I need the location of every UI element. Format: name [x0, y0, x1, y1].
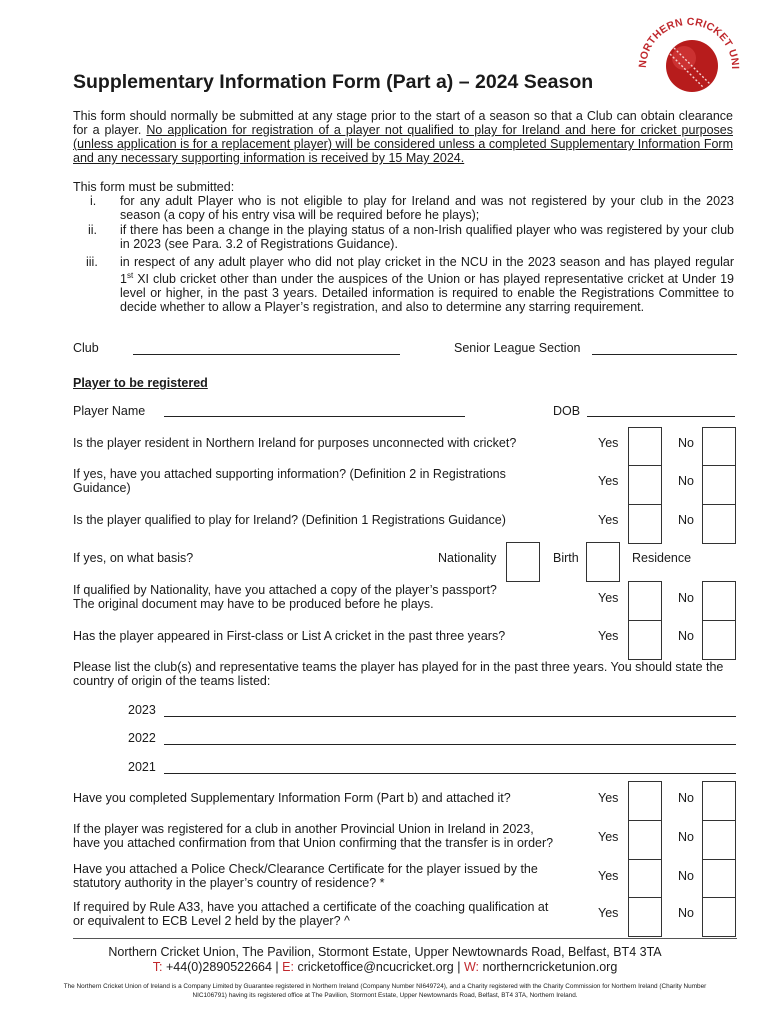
nationality-checkbox[interactable] — [506, 542, 540, 582]
yes-label: Yes — [598, 474, 619, 488]
question-supporting-info: If yes, have you attached supporting information? (Definition 2 in Registrations — [73, 467, 506, 481]
yes-checkbox[interactable] — [628, 581, 662, 621]
web-link[interactable]: northerncricketunion.org — [482, 960, 618, 974]
yes-label: Yes — [598, 830, 619, 844]
ncu-logo — [632, 8, 746, 122]
question-part-b: Have you completed Supplementary Information Form (Part b) and attached it? — [73, 791, 511, 805]
footer-contact — [0, 960, 770, 974]
no-label: No — [678, 513, 694, 527]
question-coaching: If required by Rule A33, have you attached a certificate of the coaching qualification at — [73, 900, 549, 914]
question-passport: If qualified by Nationality, have you attached a copy of the player’s passport? — [73, 583, 497, 597]
no-label: No — [678, 830, 694, 844]
birth-label: Birth — [553, 551, 579, 565]
condition-text: for any adult Player who is not eligible to play for Ireland and was not registered by your club in the 2023 season (a copy of his entry visa will be required before he plays); — [120, 194, 734, 222]
question-coaching-cont: or equivalent to ECB Level 2 held by the player? ^ — [73, 914, 350, 928]
condition-text-a: in respect of any adult player who did not play cricket in the NCU in the 2023 season and has played regular 1 — [120, 255, 734, 287]
intro-plain: This form should normally be submitted at any stage prior to the start of a season so that a Club can obtain clearance for a player. — [73, 109, 733, 137]
question-basis: If yes, on what basis? — [73, 551, 194, 565]
residence-label: Residence — [632, 551, 692, 565]
yes-label: Yes — [598, 513, 619, 527]
submit-heading: This form must be submitted: — [73, 180, 235, 194]
no-label: No — [678, 474, 694, 488]
no-checkbox[interactable] — [702, 897, 736, 937]
dob-input[interactable] — [587, 416, 735, 417]
condition-text-b: XI club cricket other than under the auspices of the Union or has played representative cricket at Under 19 level or higher, in the past 3 years. Detailed information is required to enable the Registrations Committee to decide whether to allow a Player’s registration, and also to determine any starring requirement. — [120, 272, 734, 315]
yes-label: Yes — [598, 591, 619, 605]
no-checkbox[interactable] — [702, 859, 736, 899]
intro-paragraph — [73, 109, 733, 165]
yes-checkbox[interactable] — [628, 465, 662, 505]
yes-checkbox[interactable] — [628, 820, 662, 860]
condition-num: iii. — [86, 255, 98, 269]
separator: | — [457, 960, 461, 974]
question-provincial-union-cont: have you attached confirmation from that Union confirming that the transfer is in order? — [73, 836, 554, 850]
yes-checkbox[interactable] — [628, 859, 662, 899]
no-label: No — [678, 436, 694, 450]
year-label: 2021 — [128, 760, 156, 774]
no-checkbox[interactable] — [702, 781, 736, 821]
nationality-label: Nationality — [438, 551, 497, 565]
year-label: 2022 — [128, 731, 156, 745]
senior-section-input[interactable] — [592, 354, 737, 355]
no-label: No — [678, 869, 694, 883]
club-input[interactable] — [133, 354, 400, 355]
no-checkbox[interactable] — [702, 465, 736, 505]
no-label: No — [678, 906, 694, 920]
senior-section-label: Senior League Section — [454, 341, 581, 355]
yes-checkbox[interactable] — [628, 897, 662, 937]
question-police-check: Have you attached a Police Check/Clearance Certificate for the player issued by the — [73, 862, 538, 876]
superscript-st: st — [126, 271, 134, 280]
yes-label: Yes — [598, 791, 619, 805]
no-label: No — [678, 629, 694, 643]
no-checkbox[interactable] — [702, 427, 736, 467]
condition-text — [120, 255, 734, 314]
clubs-2023-input[interactable] — [164, 716, 736, 717]
no-checkbox[interactable] — [702, 504, 736, 544]
phone-number[interactable]: +44(0)2890522664 — [165, 960, 272, 974]
no-checkbox[interactable] — [702, 620, 736, 660]
email-label: E: — [282, 960, 294, 974]
yes-label: Yes — [598, 436, 619, 450]
no-checkbox[interactable] — [702, 820, 736, 860]
question-first-class: Has the player appeared in First-class or List A cricket in the past three years? — [73, 629, 506, 643]
dob-label: DOB — [553, 404, 581, 418]
footer-legal: The Northern Cricket Union of Ireland is a Company Limited by Guarantee registered in Northern Ireland (Company Number NI649724), and a Charity registered with the Charity Commission for Northern Ireland (Charity Number NIC106791) having its registered office at The Pavilion, Stormont Estate, Upper Newtownards Road, Belfast, BT4 3TA, Northern Ireland. — [63, 983, 707, 999]
question-qualified: Is the player qualified to play for Ireland? (Definition 1 Registrations Guidance) — [73, 513, 506, 527]
page-title: Supplementary Information Form (Part a) – 2024 Season — [73, 71, 594, 93]
condition-num: i. — [90, 194, 97, 208]
cricket-ball-logo-icon — [632, 8, 746, 122]
yes-checkbox[interactable] — [628, 781, 662, 821]
question-passport-cont: The original document may have to be produced before he plays. — [73, 597, 434, 611]
no-checkbox[interactable] — [702, 581, 736, 621]
question-provincial-union: If the player was registered for a club in another Provincial Union in Ireland in 2023, — [73, 822, 534, 836]
question-supporting-info-cont: Guidance) — [73, 481, 131, 495]
email-link[interactable]: cricketoffice@ncucricket.org — [297, 960, 454, 974]
footer-divider — [73, 938, 737, 939]
intro-underlined: No application for registration of a player not qualified to play for Ireland and here for cricket purposes (unless application is for a replacement player) will be considered unless a completed Supplementary Information Form and any necessary supporting information is received by 15 May 2024. — [73, 123, 733, 165]
condition-text: if there has been a change in the playing status of a non-Irish qualified player who was registered by your club in 2023 (see Para. 3.2 of Registrations Guidance). — [120, 223, 734, 251]
footer-address: Northern Cricket Union, The Pavilion, Stormont Estate, Upper Newtownards Road, Belfast, BT4 3TA — [108, 945, 662, 959]
year-label: 2023 — [128, 703, 156, 717]
separator: | — [275, 960, 279, 974]
yes-label: Yes — [598, 629, 619, 643]
yes-checkbox[interactable] — [628, 504, 662, 544]
clubs-2021-input[interactable] — [164, 773, 736, 774]
birth-checkbox[interactable] — [586, 542, 620, 582]
question-resident: Is the player resident in Northern Ireland for purposes unconnected with cricket? — [73, 436, 517, 450]
club-label: Club — [73, 341, 99, 355]
player-name-input[interactable] — [164, 416, 465, 417]
yes-checkbox[interactable] — [628, 427, 662, 467]
clubs-note: Please list the club(s) and representative teams the player has played for in the past three years. You should state the country of origin of the teams listed: — [73, 660, 724, 688]
no-label: No — [678, 791, 694, 805]
phone-label: T: — [152, 960, 163, 974]
clubs-2022-input[interactable] — [164, 744, 736, 745]
yes-label: Yes — [598, 869, 619, 883]
condition-num: ii. — [88, 223, 98, 237]
logo-text: NORTHERN CRICKET UNI — [636, 15, 742, 70]
no-label: No — [678, 591, 694, 605]
player-section-heading: Player to be registered — [73, 376, 208, 390]
yes-label: Yes — [598, 906, 619, 920]
question-police-check-cont: statutory authority in the player’s country of residence? * — [73, 876, 385, 890]
player-name-label: Player Name — [73, 404, 146, 418]
yes-checkbox[interactable] — [628, 620, 662, 660]
web-label: W: — [463, 960, 479, 974]
